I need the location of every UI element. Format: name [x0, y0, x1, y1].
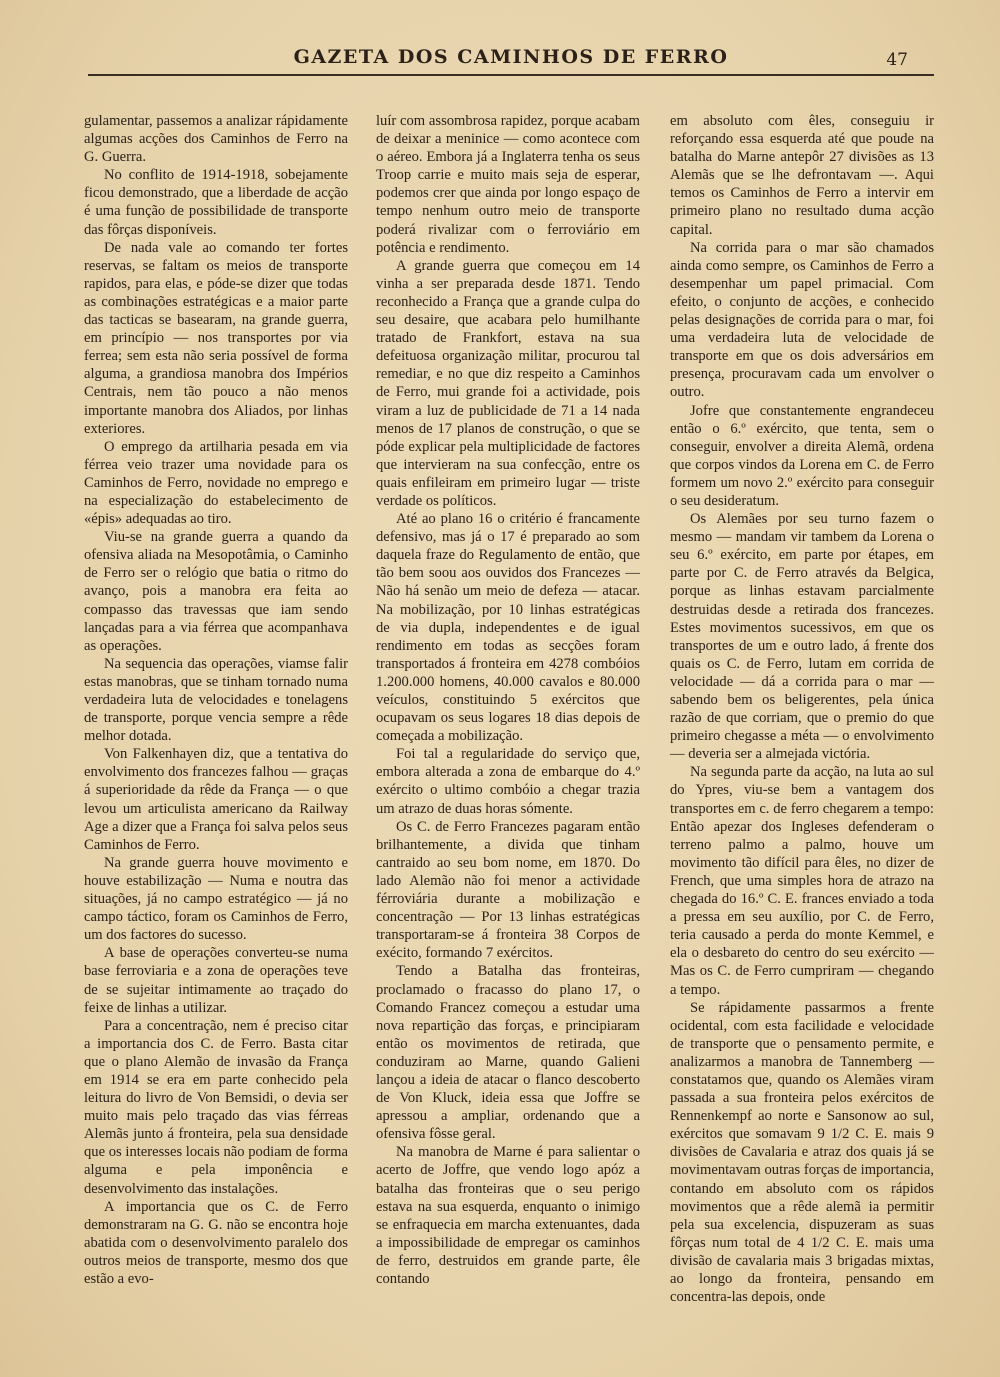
paragraph: luír com assombrosa rapidez, porque acabam de deixar a meninice — como acontece com o aéreo. Embora já a Inglaterra tenha os seus Troop carrie e muito mais seja de esperar, podemos crer que ainda por longo espaço de tempo nenhum outro meio de transporte poderá rivalizar com o ferroviário em potência e rendimento.	[376, 113, 640, 256]
page-header	[88, 44, 934, 76]
paragraph: Os Alemães por seu turno fazem o mesmo — mandam vir tambem da Lorena o seu 6.º exército, em parte por étapes, em parte por C. de Ferro através da Belgica, porque as linhas estavam parcialmente destruidas desde a retirada dos francezes. Estes movimentos sucessivos, em que os transportes de um e outro lado, á frente dos quais os C. de Ferro, lutam em corrida de velocidade — dá a corrida para o mar — sabendo bem os beligerentes, pela única razão de que corriam, que o premio do que primeiro chegasse a méta — o envolvimento — deveria ser a almejada victória.	[670, 511, 934, 763]
paragraph: A base de operações converteu-se numa base ferroviaria e a zona de operações teve de se sujeitar intimamente ao traçado do feixe de linhas a utilizar.	[84, 945, 348, 1016]
paragraph: Na manobra de Marne é para salientar o acerto de Joffre, que vendo logo apóz a batalha das fronteiras que o seu perigo estava na sua esquerda, enquanto o inimigo se enfraquecia em marcha extenuantes, dada a impossibilidade de empregar os caminhos de ferro, destruidos em grande parte, êle contando	[376, 1144, 640, 1287]
journal-title: GAZETA DOS CAMINHOS DE FERRO	[293, 46, 729, 68]
paragraph: Para a concentração, nem é preciso citar a importancia dos C. de Ferro. Basta citar que o plano Alemão de invasão da França em 1914 se era em parte conhecido pela leitura do livro de Von Bemsidi, o devia ser muito mais pelo traçado das vias férreas Alemãs junto á fronteira, pela sua densidade que os interesses locais não podiam de forma alguma e pela imponência e desenvolvimento das instalações.	[84, 1017, 348, 1197]
paragraph: No conflito de 1914-1918, sobejamente ficou demonstrado, que a liberdade de acção é uma função de possibilidade de transporte das fôrças disponíveis.	[84, 167, 348, 238]
text-column-1	[84, 112, 348, 1288]
text-column-3	[670, 112, 934, 1306]
paragraph: A grande guerra que começou em 14 vinha a ser preparada desde 1871. Tendo reconhecido a França que a grande culpa do seu desaire, que acabara pelo humilhante tratado de Frankfort, estava na sua defeituosa organização militar, procurou tal remediar, e no que diz respeito a Caminhos de Ferro, mui grande foi a actividade, pois viram a luz de publicidade de 71 a 14 nada menos de 17 planos de construção, o que se póde explicar pela multiplicidade de factores que intervieram na sua confecção, entre os quais enfileiram em primeiro lugar — triste verdade os políticos.	[376, 257, 640, 509]
paragraph: De nada vale ao comando ter fortes reservas, se faltam os meios de transporte rapidos, para elas, e póde-se dizer que todas as combinações estratégicas e a maior parte das tacticas se basearam, na grande guerra, em princípio — nos transportes por via ferrea; sem esta não seria possível de forma alguma, a grandiosa manobra dos Impérios Centrais, nem tão pouco a não menos importante manobra dos Aliados, por linhas exteriores.	[84, 239, 348, 437]
paragraph: Na sequencia das operações, viamse falir estas manobras, que se tinham tornado numa verdadeira luta de velocidades e tonelagens de transporte, porque vencia sempre a rêde melhor dotada.	[84, 655, 348, 745]
paragraph: gulamentar, passemos a analizar rápidamente algumas acções dos Caminhos de Ferro na G. Guerra.	[84, 113, 349, 166]
paragraph: Na corrida para o mar são chamados ainda como sempre, os Caminhos de Ferro a desempenhar um papel primacial. Com efeito, o conjunto de acções, e conhecido pelas designações de corrida para o mar, foi uma verdadeira luta de velocidade de transporte em que os dois adversários em presença, procuravam cada um envolver o outro.	[670, 239, 934, 401]
paragraph: Foi tal a regularidade do serviço que, embora alterada a zona de embarque do 4.º exército o ultimo combóio a chegar trazia um atrazo de duas horas sómente.	[376, 746, 640, 817]
paragraph: Von Falkenhayen diz, que a tentativa do envolvimento dos francezes falhou — graças á superioridade da rêde da França — o que levou um articulista americano da Railway Age a dizer que a França foi salva pelos seus Caminhos de Ferro.	[84, 746, 348, 853]
text-column-2	[376, 112, 640, 1288]
paragraph: Até ao plano 16 o critério é francamente defensivo, mas já o 17 é preparado ao som daquela fraze do Regulamento de então, que tão bem soou aos ouvidos dos Francezes — Não há senão um meio de defeza — atacar. Na mobilização, por 10 linhas estratégicas de via dupla, independentes e de igual rendimento em todas as secções foram transportados á fronteira em 4278 combóios 1.200.000 homens, 40.000 cavalos e 80.000 veículos, constituindo 5 exércitos que ocupavam os seus logares 18 dias depois de começada a mobilização.	[376, 511, 640, 745]
paragraph: em absoluto com êles, conseguiu ir reforçando essa esquerda até que poude na batalha do Marne antepôr 27 divisões as 13 Alemãs que se lhe defrontavam —. Aqui temos os Caminhos de Ferro a intervir em primeiro plano no resultado duma acção capital.	[670, 113, 934, 238]
paragraph: O emprego da artilharia pesada em via férrea veio trazer uma novidade para os Caminhos de Ferro, novidade no emprego e na especialização do estabelecimento de «épis» adequadas ao tiro.	[84, 438, 348, 528]
paragraph: Viu-se na grande guerra a quando da ofensiva aliada na Mesopotâmia, o Caminho de Ferro ser o relógio que batia o ritmo do avanço, pois a manobra era feita ao compasso das travessas que iam sendo lançadas para a via férrea que acompanhava as operações.	[84, 529, 348, 654]
paragraph: Jofre que constantemente engrandeceu então o 6.º exército, que tenta, sem o conseguir, envolver a direita Alemã, ordena que corpos vindos da Lorena em C. de Ferro formem um novo 2.º exército para conseguir o seu desideratum.	[670, 402, 934, 509]
paragraph: Se rápidamente passarmos a frente ocidental, com esta facilidade e velocidade de transporte que o pensamento permite, e analizarmos a manobra de Tannemberg — constatamos que, quando os Alemães viram passada a sua fronteira pelos exércitos de Rennenkempf ao norte e Sansonow ao sul, exércitos que somavam 9 1/2 C. E. mais 9 divisões de Cavalaria e atraz dos quais já se movimentavam outras forças de importancia, contando em absoluto com os rápidos movimentos que a rêde alemã ia permitir pela sua excelencia, dispuzeram as suas fôrças num total de 4 1/2 C. E. mais uma divisão de cavalaria mais 3 brigadas mixtas, ao longo da fronteira, pensando em concentra-las depois, onde	[670, 999, 934, 1306]
paragraph: Na segunda parte da acção, na luta ao sul do Ypres, viu-se bem a vantagem dos transportes em c. de ferro chegarem a tempo: Então apezar dos Ingleses defenderam o terreno palmo a palmo, houve um movimento tão difícil para êles, no dizer de French, que uma simples hora de atrazo na chegada do 16.º C. E. frances enviado a toda a pressa em seu auxílio, por C. de Ferro, teria causado a perda do monte Kemmel, e ela o desbareto do centro do seu exército — Mas os C. de Ferro cumpriram — chegando a tempo.	[670, 764, 934, 998]
paragraph: Tendo a Batalha das fronteiras, proclamado o fracasso do plano 17, o Comando Francez começou a estudar uma nova repartição das forças, e principiaram então os movimentos de retirada, que conduziram ao Marne, quando Galieni lançou a ideia de atacar o flanco descoberto de Von Kluck, ideia essa que Joffre se apressou a ampliar, ordenando que a ofensiva fôsse geral.	[376, 963, 640, 1143]
paragraph: A importancia que os C. de Ferro demonstraram na G. G. não se encontra hoje abatida com o desenvolvimento paralelo dos outros meios de transporte, mesmo dos que estão a evo-	[84, 1198, 348, 1287]
paragraph: Na grande guerra houve movimento e houve estabilização — Numa e noutra das situações, já no campo estratégico — já no campo táctico, foram os Caminhos de Ferro, um dos factores do sucesso.	[84, 854, 348, 944]
paragraph: Os C. de Ferro Francezes pagaram então brilhantemente, a divida que tinham cantraido ao seu bom nome, em 1870. Do lado Alemão não foi menor a actividade férroviária durante a mobilização e concentração — Por 13 linhas estratégicas transportaram-se á fronteira 38 Corpos de exécito, formando 7 exércitos.	[376, 818, 640, 962]
page-number: 47	[886, 50, 908, 70]
